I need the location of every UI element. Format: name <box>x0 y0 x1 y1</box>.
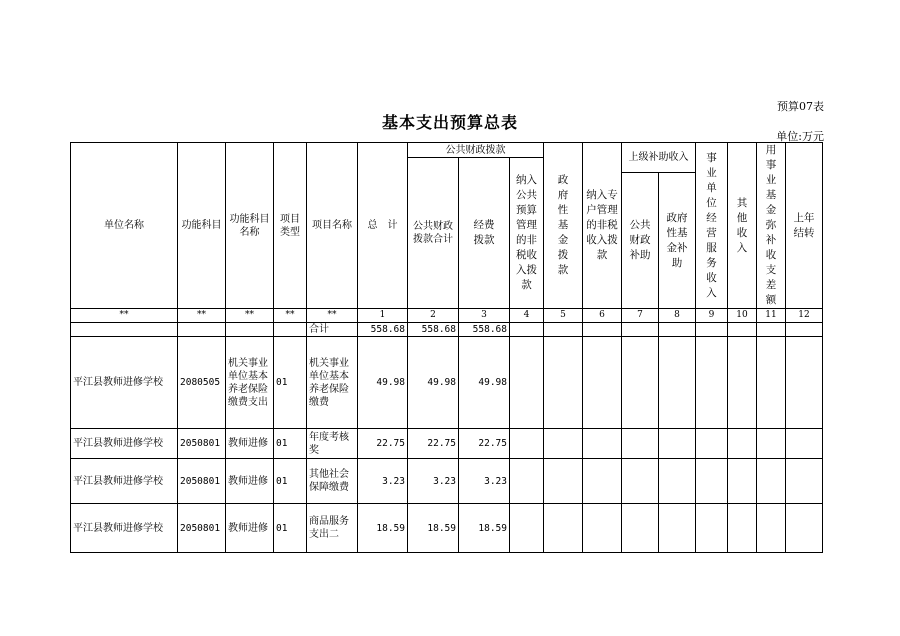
row-type: 01 <box>274 459 307 504</box>
row-total: 22.75 <box>358 429 408 459</box>
summary-total: 558.68 <box>358 323 408 337</box>
row-proj: 机关事业单位基本养老保险缴费 <box>307 337 358 429</box>
header-special-nontax: 纳入专户管理的非税收入拨款 <box>583 143 622 309</box>
index-cell: 11 <box>757 309 786 323</box>
table-row <box>71 429 823 459</box>
row-code: 2080505 <box>178 337 226 429</box>
index-cell: 12 <box>786 309 823 323</box>
row-func-name: 机关事业单位基本养老保险缴费支出 <box>226 337 274 429</box>
row-pf-total: 22.75 <box>408 429 459 459</box>
summary-label: 合计 <box>307 323 358 337</box>
header-row-1 <box>71 143 823 158</box>
row-unit: 平江县教师进修学校 <box>71 429 178 459</box>
index-cell: 4 <box>510 309 544 323</box>
row-code: 2050801 <box>178 429 226 459</box>
row-func-name: 教师进修 <box>226 504 274 553</box>
header-pf-funding: 经费拨款 <box>459 158 510 309</box>
index-cell: 10 <box>728 309 757 323</box>
row-pf-funding: 18.59 <box>459 504 510 553</box>
header-other-income: 其他收入 <box>728 143 757 309</box>
header-public-fiscal: 公共财政拨款 <box>408 143 544 158</box>
row-code: 2050801 <box>178 459 226 504</box>
index-cell: ** <box>226 309 274 323</box>
row-pf-total: 18.59 <box>408 504 459 553</box>
header-proj-name: 项目名称 <box>307 143 358 309</box>
header-business-income: 事业单位经营服务收入 <box>696 143 728 309</box>
index-cell: ** <box>71 309 178 323</box>
index-cell: 1 <box>358 309 408 323</box>
index-cell: 9 <box>696 309 728 323</box>
header-sub-gov-fund: 政府性基金补助 <box>659 173 696 309</box>
row-unit: 平江县教师进修学校 <box>71 504 178 553</box>
header-sub-public: 公共财政补助 <box>622 173 659 309</box>
header-pf-total: 公共财政拨款合计 <box>408 158 459 309</box>
index-cell: ** <box>178 309 226 323</box>
header-func-code: 功能科目 <box>178 143 226 309</box>
header-total: 总 计 <box>358 143 408 309</box>
index-cell: ** <box>274 309 307 323</box>
row-pf-funding: 3.23 <box>459 459 510 504</box>
form-number: 预算07表 <box>777 100 824 113</box>
row-pf-funding: 22.75 <box>459 429 510 459</box>
row-type: 01 <box>274 429 307 459</box>
index-cell: 3 <box>459 309 510 323</box>
table-row <box>71 459 823 504</box>
row-proj: 其他社会保障缴费 <box>307 459 358 504</box>
budget-table <box>70 142 823 553</box>
row-unit: 平江县教师进修学校 <box>71 337 178 429</box>
index-cell: 2 <box>408 309 459 323</box>
table-row <box>71 504 823 553</box>
header-unit-name: 单位名称 <box>71 143 178 309</box>
row-proj: 商品服务支出二 <box>307 504 358 553</box>
row-func-name: 教师进修 <box>226 429 274 459</box>
summary-pf-total: 558.68 <box>408 323 459 337</box>
page-title: 基本支出预算总表 <box>381 113 518 132</box>
summary-row <box>71 323 823 337</box>
summary-pf-funding: 558.68 <box>459 323 510 337</box>
header-func-name: 功能科目名称 <box>226 143 274 309</box>
row-type: 01 <box>274 337 307 429</box>
row-total: 18.59 <box>358 504 408 553</box>
header-gov-fund: 政府性基金拨款 <box>544 143 583 309</box>
header-prev-carry: 上年结转 <box>786 143 823 309</box>
header-superior-subsidy: 上级补助收入 <box>622 143 696 173</box>
header-proj-type: 项目类型 <box>274 143 307 309</box>
index-cell: 5 <box>544 309 583 323</box>
table-row <box>71 337 823 429</box>
row-pf-total: 3.23 <box>408 459 459 504</box>
unit-label: 单位:万元 <box>776 130 824 143</box>
row-pf-total: 49.98 <box>408 337 459 429</box>
row-total: 49.98 <box>358 337 408 429</box>
row-type: 01 <box>274 504 307 553</box>
row-pf-funding: 49.98 <box>459 337 510 429</box>
index-cell: ** <box>307 309 358 323</box>
index-row <box>71 309 823 323</box>
row-func-name: 教师进修 <box>226 459 274 504</box>
row-total: 3.23 <box>358 459 408 504</box>
index-cell: 7 <box>622 309 659 323</box>
header-pf-nontax: 纳入公共预算管理的非税收入拨款 <box>510 158 544 309</box>
row-code: 2050801 <box>178 504 226 553</box>
header-fund-cover: 用事业基金弥补收支差额 <box>757 143 786 309</box>
index-cell: 6 <box>583 309 622 323</box>
row-proj: 年度考核奖 <box>307 429 358 459</box>
index-cell: 8 <box>659 309 696 323</box>
row-unit: 平江县教师进修学校 <box>71 459 178 504</box>
